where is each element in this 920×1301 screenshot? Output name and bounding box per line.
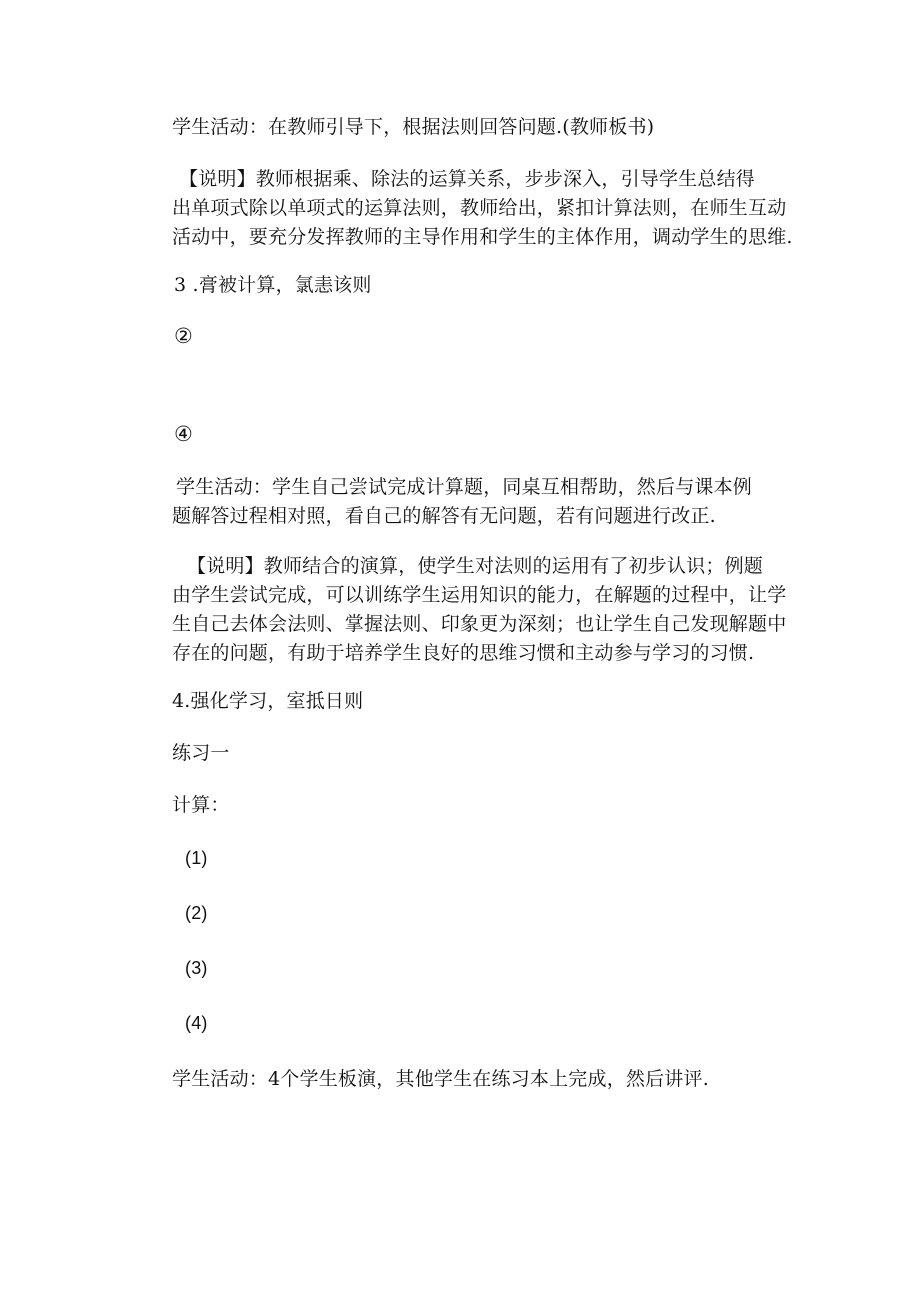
note-paragraph-2-line: 由学生尝试完成，可以训练学生运用知识的能力，在解题的过程中，让学 [172,584,787,606]
student-activity-paragraph-2-line: 题解答过程相对照，看自己的解答有无问题，若有问题进行改正. [172,505,716,527]
circled-item-4: ④ [174,422,194,446]
exercise-title: 练习一 [172,742,230,764]
section-4-heading: 4.强化学习，室抵日则 [172,690,364,712]
calc-label: 计算： [172,794,230,816]
circled-item-2: ② [174,324,194,348]
note-paragraph-2-line: 生自己去体会法则、掌握法则、印象更为深刻；也让学生自己发现解题中 [172,613,787,635]
exercise-item-2: (2) [185,903,208,923]
note-paragraph-2-line: 【说明】教师结合的演算，使学生对法则的运用有了初步认识；例题 [187,555,764,577]
exercise-item-1: (1) [185,848,208,868]
note-paragraph-1-line: 【说明】教师根据乘、除法的运算关系，步步深入，引导学生总结得 [179,168,756,190]
note-paragraph-1-line: 出单项式除以单项式的运算法则，教师给出，紧扣计算法则，在师生互动 [172,197,787,219]
exercise-item-3: (3) [185,958,208,978]
student-activity-final: 学生活动：4个学生板演，其他学生在练习本上完成，然后讲评. [172,1068,709,1090]
exercise-item-4: (4) [185,1013,208,1033]
student-activity-paragraph-1: 学生活动：在教师引导下，根据法则回答问题.(教师板书) [172,116,655,138]
note-paragraph-1-line: 活动中，要充分发挥教师的主导作用和学生的主体作用，调动学生的思维. [172,226,793,248]
note-paragraph-2-line: 存在的问题，有助于培养学生良好的思维习惯和主动参与学习的习惯. [172,642,755,664]
student-activity-paragraph-2-line: 学生活动：学生自己尝试完成计算题，同桌互相帮助，然后与课本例 [176,476,753,498]
section-3-heading: 3 .膏被计算，氯恚该则 [174,274,372,296]
